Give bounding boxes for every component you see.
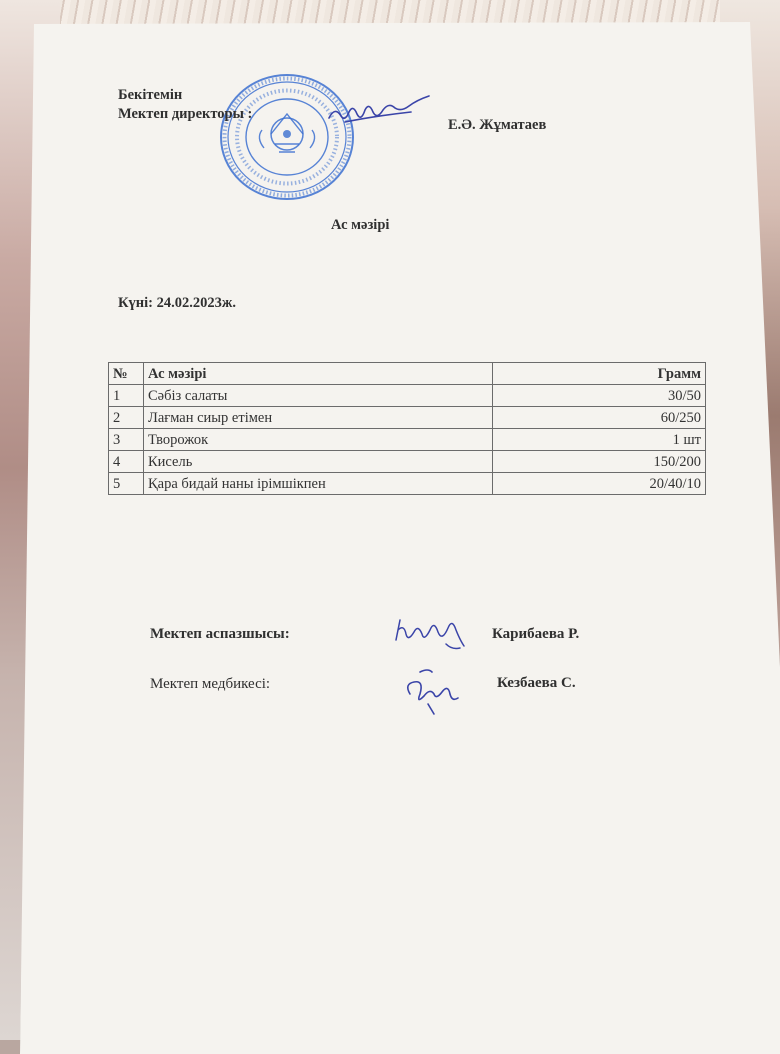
nurse-label: Мектеп медбикесі: (150, 676, 271, 692)
cook-label: Мектеп аспазшысы: (150, 626, 290, 642)
dish-grams: 150/200 (493, 451, 706, 473)
dish-name: Кисель (144, 451, 493, 473)
table-row (109, 429, 706, 451)
page-title: Ас мәзірі (331, 217, 390, 233)
cook-name: Карибаева Р. (492, 626, 580, 642)
row-number: 4 (109, 451, 144, 473)
dish-grams: 20/40/10 (493, 473, 706, 495)
nurse-signature-icon (398, 664, 468, 720)
row-number: 5 (109, 473, 144, 495)
row-number: 3 (109, 429, 144, 451)
director-title: Мектеп директоры : (118, 106, 253, 122)
column-header-grams: Грамм (493, 363, 706, 385)
row-number: 1 (109, 385, 144, 407)
dish-grams: 60/250 (493, 407, 706, 429)
approval-block (118, 86, 252, 124)
nurse-name: Кезбаева С. (497, 675, 576, 691)
table-row (109, 385, 706, 407)
dish-grams: 30/50 (493, 385, 706, 407)
director-name: Е.Ә. Жұматаев (448, 117, 547, 133)
dish-name: Қара бидай наны ірімшікпен (144, 473, 493, 495)
cook-signature-icon (390, 608, 470, 658)
dish-grams: 1 шт (493, 429, 706, 451)
menu-table (108, 362, 706, 495)
approval-label: Бекітемін (118, 87, 183, 103)
document-sheet (20, 14, 780, 1054)
column-header-number: № (109, 363, 144, 385)
dish-name: Творожок (144, 429, 493, 451)
row-number: 2 (109, 407, 144, 429)
dish-name: Лағман сиыр етімен (144, 407, 493, 429)
director-signature-icon (325, 92, 435, 132)
table-row (109, 451, 706, 473)
column-header-dish: Ас мәзірі (144, 363, 493, 385)
menu-date: Күні: 24.02.2023ж. (118, 295, 236, 311)
table-row (109, 407, 706, 429)
table-header-row (109, 363, 706, 385)
dish-name: Сәбіз салаты (144, 385, 493, 407)
table-row (109, 473, 706, 495)
